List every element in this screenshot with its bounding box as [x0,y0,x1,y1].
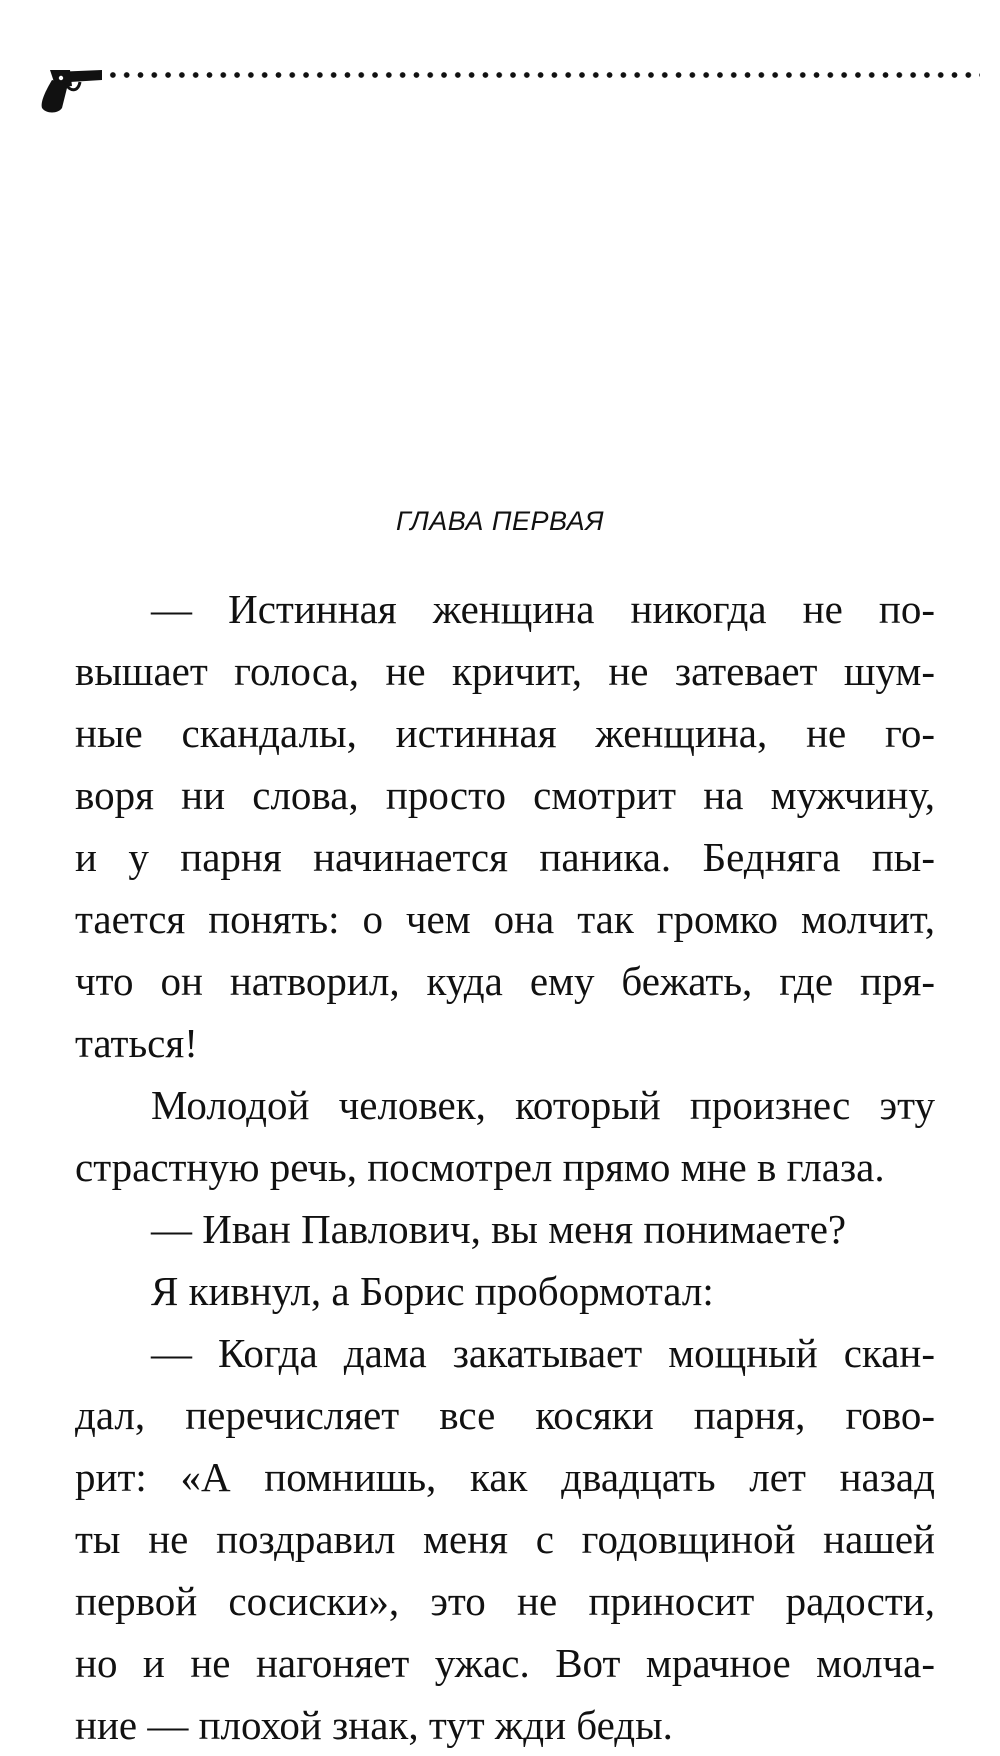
dotted-rule [106,70,980,80]
text-line: тается понять: о чем она так громко молчит, [75,896,935,942]
text-line: воря ни слова, просто смотрит на мужчину, [75,772,935,818]
text-line: Я кивнул, а Борис пробормотал: [151,1268,714,1314]
page-header [40,58,940,118]
text-line: дал, перечисляет все косяки парня, гово- [75,1392,935,1438]
revolver-icon [40,58,110,116]
text-line: Молодой человек, который произнес эту [151,1082,935,1128]
chapter-title: ГЛАВА ПЕРВАЯ [395,506,605,536]
text-line: ты не поздравил меня с годовщиной нашей [75,1516,935,1562]
paragraph [75,1198,935,1260]
text-line: страстную речь, посмотрел прямо мне в глаза. [75,1144,885,1190]
text-line: первой сосиски», это не приносит радости, [75,1578,935,1624]
text-line: — Когда дама закатывает мощный скан- [151,1330,935,1376]
text-line: — Истинная женщина никогда не по- [151,586,935,632]
text-line: таться! [75,1020,198,1066]
text-line: вышает голоса, не кричит, не затевает шум- [75,648,935,694]
text-line: но и не нагоняет ужас. Вот мрачное молча- [75,1640,935,1686]
paragraph [75,578,935,1074]
text-line: рит: «А помнишь, как двадцать лет назад [75,1454,935,1500]
paragraph [75,1074,935,1198]
chapter-text [75,578,935,1756]
text-line: ные скандалы, истинная женщина, не го- [75,710,935,756]
text-line: — Иван Павлович, вы меня понимаете? [151,1206,847,1252]
paragraph [75,1260,935,1322]
text-line: ние — плохой знак, тут жди беды. [75,1702,673,1748]
text-line: и у парня начинается паника. Бедняга пы- [75,834,935,880]
text-line: что он натворил, куда ему бежать, где пря- [75,958,935,1004]
